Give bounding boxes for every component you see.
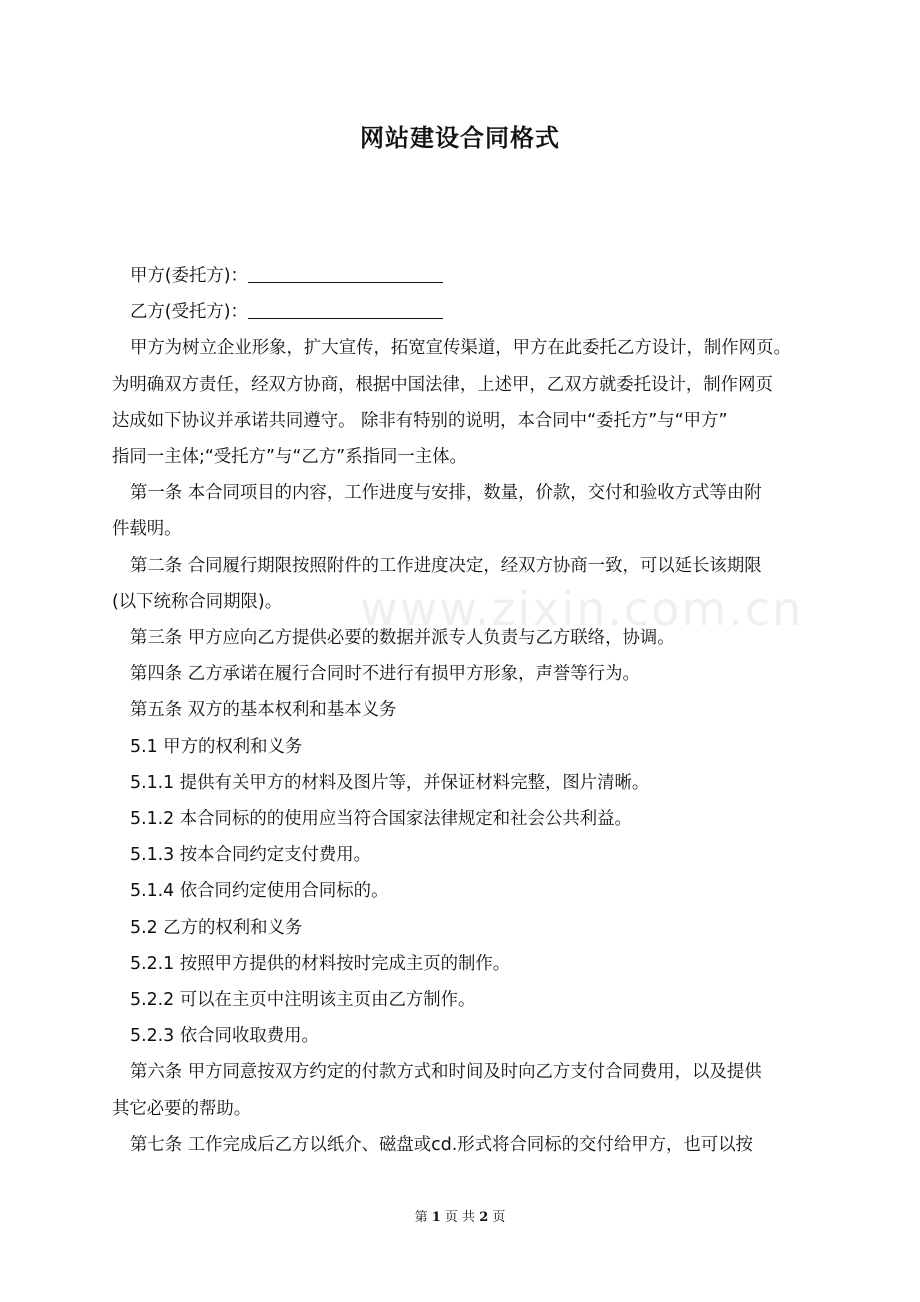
party-b-line: [112, 294, 812, 330]
clause-line: 5.1.1 提供有关甲方的材料及图片等，并保证材料完整，图片清晰。: [130, 772, 650, 793]
clause-line: 5.2.3 依合同收取费用。: [130, 1026, 319, 1047]
clause-line: 5.1.3 按本合同约定支付费用。: [130, 845, 372, 866]
clause-line: 5.1.2 本合同标的的使用应当符合国家法律规定和社会公共利益。: [130, 809, 632, 830]
page-footer: [0, 1206, 920, 1225]
clause-line: 5.1.4 依合同约定使用合同标的。: [130, 881, 389, 902]
article-line: 其它必要的帮助。: [112, 1098, 252, 1119]
article-line: 第六条 甲方同意按双方约定的付款方式和时间及时向乙方支付合同费用，以及提供: [130, 1062, 762, 1083]
footer-suffix: 页: [492, 1210, 506, 1225]
footer-page-number: 1: [431, 1210, 441, 1225]
article-line: 第三条 甲方应向乙方提供必要的数据并派专人负责与乙方联络，协调。: [130, 628, 675, 649]
party-a-label: 甲方(委托方)：: [130, 266, 248, 286]
article-line: 第四条 乙方承诺在履行合同时不进行有损甲方形象，声誉等行为。: [130, 664, 640, 685]
clause-line: 5.2 乙方的权利和义务: [130, 917, 303, 938]
footer-middle: 页 共: [444, 1210, 476, 1225]
clause-line: 5.2.1 按照甲方提供的材料按时完成主页的制作。: [130, 953, 511, 974]
page-title: 网站建设合同格式: [360, 124, 560, 152]
party-b-label: 乙方(受托方)：: [130, 302, 248, 323]
watermark: www.zixin.com.cn: [360, 582, 804, 636]
article-line: 第二条 合同履行期限按照附件的工作进度决定，经双方协商一致，可以延长该期限: [130, 555, 762, 576]
paragraph-line: 为明确双方责任，经双方协商，根据中国法律，上述甲，乙双方就委托设计，制作网页: [112, 374, 773, 395]
footer-prefix: 第: [414, 1210, 428, 1225]
clause-line: 5.2.2 可以在主页中注明该主页由乙方制作。: [130, 990, 476, 1011]
article-line: 件载明。: [112, 519, 182, 540]
party-b-blank: [248, 300, 443, 319]
clause-line: 5.1 甲方的权利和义务: [130, 736, 303, 757]
paragraph-line: 达成如下协议并承诺共同遵守。 除非有特别的说明，本合同中“委托方”与“甲方”: [112, 410, 728, 431]
document-body: [112, 258, 812, 1163]
paragraph-line: 甲方为树立企业形象，扩大宣传，拓宽宣传渠道，甲方在此委托乙方设计，制作网页。: [130, 338, 791, 359]
party-a-line: [112, 258, 812, 294]
article-line: 第七条 工作完成后乙方以纸介、磁盘或cd.形式将合同标的交付给甲方，也可以按: [130, 1134, 753, 1155]
article-line: 第一条 本合同项目的内容，工作进度与安排，数量，价款，交付和验收方式等由附: [130, 483, 762, 504]
paragraph-line: 指同一主体;“受托方”与“乙方”系指同一主体。: [112, 447, 467, 468]
party-a-blank: [248, 264, 443, 283]
article-line: (以下统称合同期限)。: [112, 591, 283, 612]
footer-total-pages: 2: [479, 1210, 489, 1225]
article-line: 第五条 双方的基本权利和基本义务: [130, 700, 397, 721]
